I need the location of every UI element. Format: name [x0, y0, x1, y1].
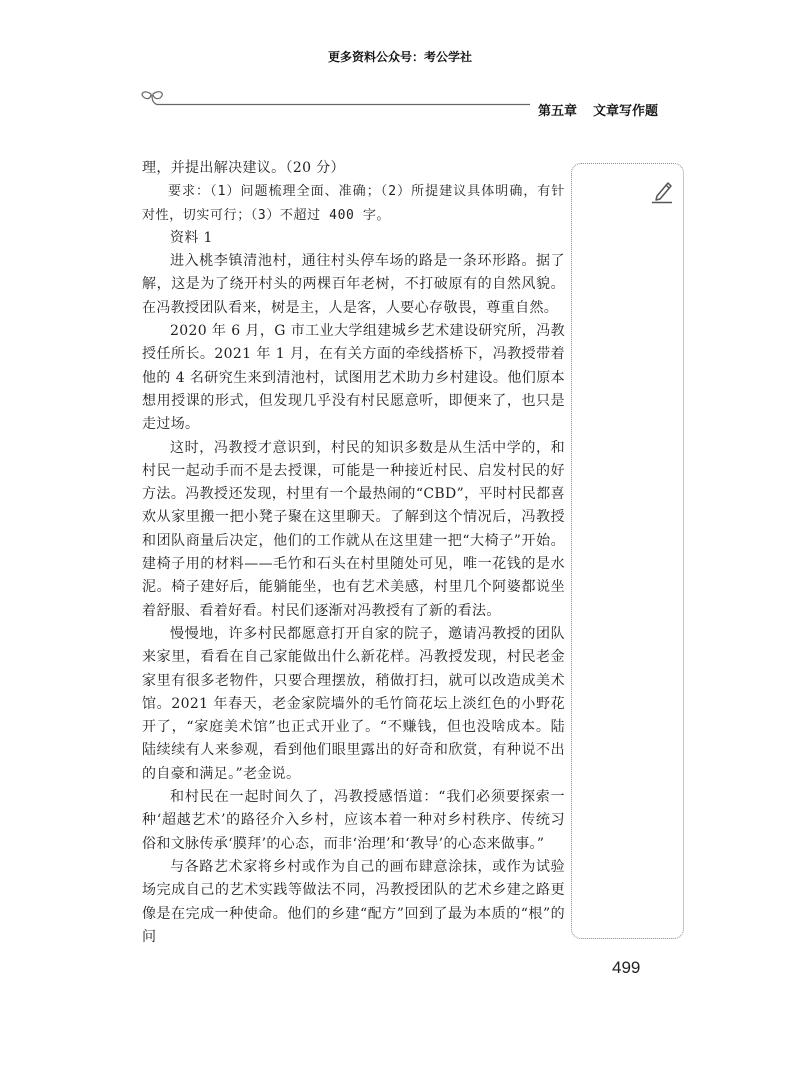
paragraph: 与各路艺术家将乡村或作为自己的画布肆意涂抹，或作为试验场完成自己的艺术实践等做法不同，冯教授团队的艺术乡建之路更像是在完成一种使命。他们的乡建“配方”回到了最为本质的“根”的问: [142, 858, 565, 945]
chapter-number: 第五章: [538, 104, 578, 119]
page-number: 499: [612, 958, 641, 977]
paragraph: 和村民在一起时间久了，冯教授感悟道：“我们必须要探索一种‘超越艺术’的路径介入乡村，应该本着一种对乡村秩序、传统习俗和文脉传承‘膜拜’的心态，而非‘治理’和‘教导’的心态来做事。”: [142, 789, 565, 852]
paragraph: 慢慢地，许多村民都愿意打开自家的院子，邀请冯教授的团队来家里，看看在自己家能做出什么新花样。冯教授发现，村民老金家里有很多老物件，只要合理摆放，稍做打扫，就可以改造成美术馆。2021 年春天，老金家院墙外的毛竹筒花坛上淡红色的小野花开了，“家庭美术馆”也正式开业了。“不赚钱，但也没啥成本。陆陆续续有人来参观，看到他们眼里露出的好奇和欣赏，有种说不出的自豪和满足。”老金说。: [142, 625, 565, 782]
sprout-icon: [138, 89, 530, 111]
chapter-title: 文章写作题: [593, 104, 659, 119]
question-tail: 理，并提出解决建议。（20 分）: [142, 160, 345, 176]
pencil-icon: [651, 178, 673, 204]
paragraph: 进入桃李镇清池村，通往村头停车场的路是一条环形路。据了解，这是为了绕开村头的两棵百年老树，不打破原有的自然风貌。在冯教授团队看来，树是主，人是客，人要心存敬畏，尊重自然。: [142, 253, 565, 316]
requirements: 要求：（1）问题梳理全面、准确；（2）所提建议具体明确，有针对性，切实可行；（3）不超过 400 字。: [142, 184, 565, 223]
paragraph: 这时，冯教授才意识到，村民的知识多数是从生活中学的，和村民一起动手而不是去授课，可能是一种接近村民、启发村民的好方法。冯教授还发现，村里有一个最热闹的“CBD”，平时村民都喜欢从家里搬一把小凳子聚在这里聊天。了解到这个情况后，冯教授和团队商量后决定，他们的工作就从在这里建一把“大椅子”开始。建椅子用的材料——毛竹和石头在村里随处可见，唯一花钱的是水泥。椅子建好后，能躺能坐，也有艺术美感，村里几个阿婆都说坐着舒服、看着好看。村民们逐渐对冯教授有了新的看法。: [142, 439, 565, 619]
material-heading: 资料 1: [170, 229, 213, 246]
paragraph: 2020 年 6 月，G 市工业大学组建城乡艺术建设研究所，冯教授任所长。2021 年 1 月，在有关方面的牵线搭桥下，冯教授带着他的 4 名研究生来到清池村，试图用艺术助力乡村建设。他们原本想用授课的形式，但发现几乎没有村民愿意听，即便来了，也只是走过场。: [142, 323, 565, 433]
notes-panel: [571, 163, 684, 939]
page-watermark: 更多资料公众号：考公学社: [327, 50, 472, 64]
chapter-heading: [538, 100, 658, 119]
body-text: [142, 157, 565, 949]
